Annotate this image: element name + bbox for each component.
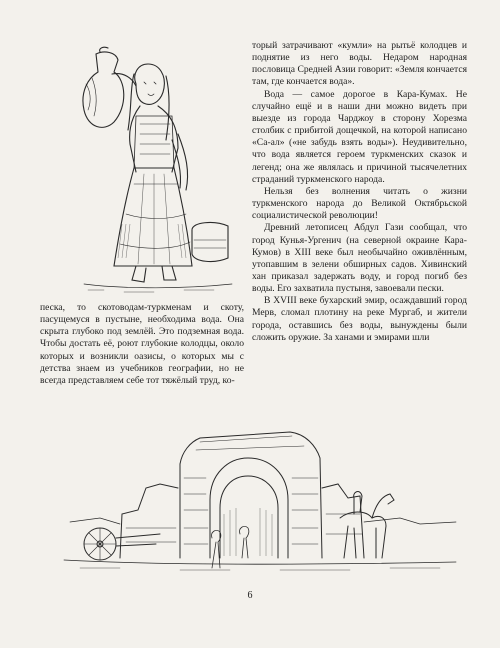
paragraph: торый затрачивают «кумли» на рытьё колодцев и поднятие из него воды. Недаром народная пословица Средней Азии говорит: «Земля кончается там, где кончается вода». — [252, 40, 467, 88]
page-number: 6 — [247, 590, 253, 601]
paragraph: В XVIII веке бухарский эмир, осаждавший город Мерв, сломал плотину на реке Мургаб, и жители города, оставшись без воды, вынуждены были сложить оружие. За ханами и эмирами шли — [252, 295, 467, 343]
paragraph: песка, то скотоводам-туркменам и скоту, пасущемуся в пустыне, необходима вода. Она скрыта глубоко под землёй. Это подземная вода. Чтобы достать её, роют глубокие колодцы, около которых и возникли оазисы, о которых мы с детства знаем из учебников географии, но не всегда представляем себе тот тяжёлый труд, ко- — [40, 302, 244, 386]
right-text-column — [252, 40, 467, 344]
left-text-column — [40, 302, 244, 387]
paragraph: Вода — самое дорогое в Кара-Кумах. Не случайно ещё и в наши дни можно видеть при выезде из города Чарджоу в сторону Хорезма столбик с прибитой дощечкой, на которой написано «Са-ал» («не забудь взять воды»). Неудивительно, что вода является героем туркменских сказок и легенд; она же являлась и причиной тысячелетних страданий туркменского народа. — [252, 88, 467, 185]
paragraph: Нельзя без волнения читать о жизни туркменского народа до Великой Октябрьской социалистической революции! — [252, 185, 467, 222]
ruined-gate-illustration — [60, 418, 460, 580]
paragraph: Древний летописец Абдул Гази сообщал, что город Кунья-Ургенич (на северной окраине Кара-Кумов) в XIII веке был необычайно оживлённым, утопавшим в зелени обширных садов. Хивинский хан приказал задержать воду, и город погиб без воды. Его захватила пустыня, завоевали пески. — [252, 222, 467, 295]
woman-with-jug-illustration — [74, 44, 236, 299]
